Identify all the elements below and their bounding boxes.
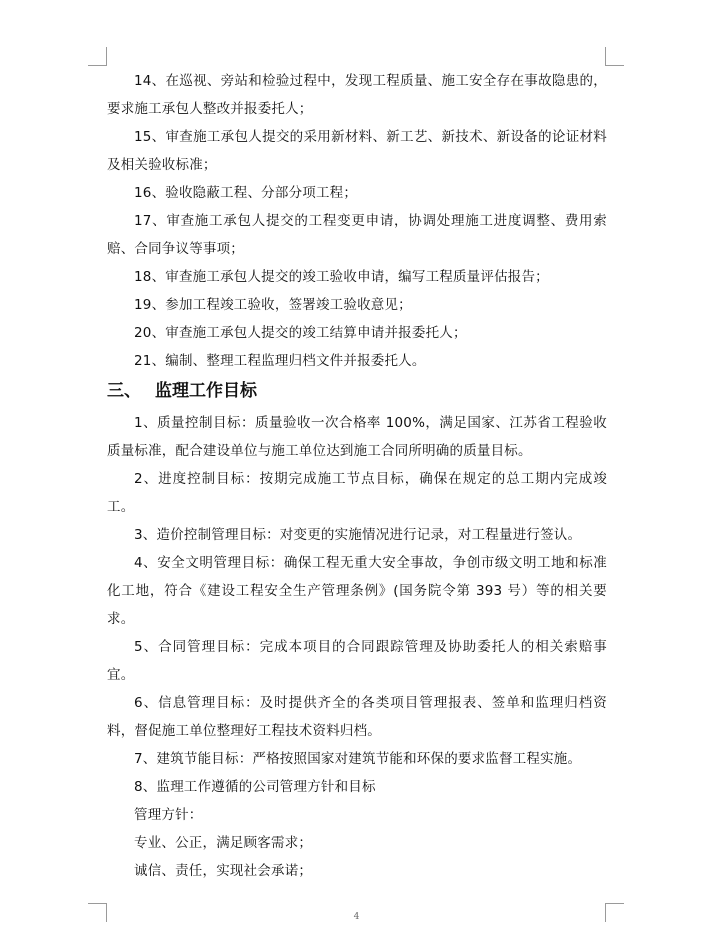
- list-item: 15、审查施工承包人提交的采用新材料、新工艺、新技术、新设备的论证材料及相关验收标准；: [107, 129, 607, 173]
- page-number: 4: [353, 912, 360, 922]
- goal-paragraph: 管理方针：: [134, 807, 203, 823]
- list-item: 17、审查施工承包人提交的工程变更申请，协调处理施工进度调整、费用索赔、合同争议等事项；: [107, 213, 607, 257]
- crop-mark-top-right: [605, 47, 624, 66]
- goal-paragraph: 6、信息管理目标：及时提供齐全的各类项目管理报表、签单和监理归档资料，督促施工单位整理好工程技术资料归档。: [107, 695, 607, 739]
- list-item: 20、审查施工承包人提交的竣工结算申请并报委托人；: [134, 325, 467, 341]
- goal-paragraph: 诚信、责任，实现社会承诺；: [134, 863, 313, 879]
- list-item: 21、编制、整理工程监理归档文件并报委托人。: [134, 353, 426, 369]
- list-item: 19、参加工程竣工验收，签署竣工验收意见；: [134, 297, 412, 313]
- goal-paragraph: 3、造价控制管理目标：对变更的实施情况进行记录，对工程量进行签认。: [134, 527, 582, 543]
- list-item: 18、审查施工承包人提交的竣工验收申请，编写工程质量评估报告；: [134, 269, 549, 285]
- list-item: 16、验收隐蔽工程、分部分项工程；: [134, 185, 358, 201]
- crop-mark-top-left: [88, 47, 107, 66]
- page-content: [107, 67, 607, 885]
- section-title: 监理工作目标: [155, 381, 257, 401]
- goal-paragraph: 2、进度控制目标：按期完成施工节点目标，确保在规定的总工期内完成竣工。: [107, 471, 607, 515]
- goal-paragraph: 4、安全文明管理目标：确保工程无重大安全事故，争创市级文明工地和标准化工地，符合《建设工程安全生产管理条例》(国务院令第 393 号）等的相关要求。: [107, 555, 607, 627]
- section-heading: [107, 377, 607, 405]
- list-item: 14、在巡视、旁站和检验过程中，发现工程质量、施工安全存在事故隐患的，要求施工承包人整改并报委托人；: [107, 73, 607, 117]
- section-number: 三、: [107, 381, 141, 401]
- goal-paragraph: 5、合同管理目标：完成本项目的合同跟踪管理及协助委托人的相关索赔事宜。: [107, 639, 607, 683]
- goal-paragraph: 7、建筑节能目标：严格按照国家对建筑节能和环保的要求监督工程实施。: [134, 751, 582, 767]
- goal-paragraph: 8、监理工作遵循的公司管理方针和目标: [134, 779, 376, 795]
- goal-paragraph: 专业、公正，满足顾客需求；: [134, 835, 313, 851]
- goal-paragraph: 1、质量控制目标：质量验收一次合格率 100%，满足国家、江苏省工程验收质量标准，配合建设单位与施工单位达到施工合同所明确的质量目标。: [107, 415, 607, 459]
